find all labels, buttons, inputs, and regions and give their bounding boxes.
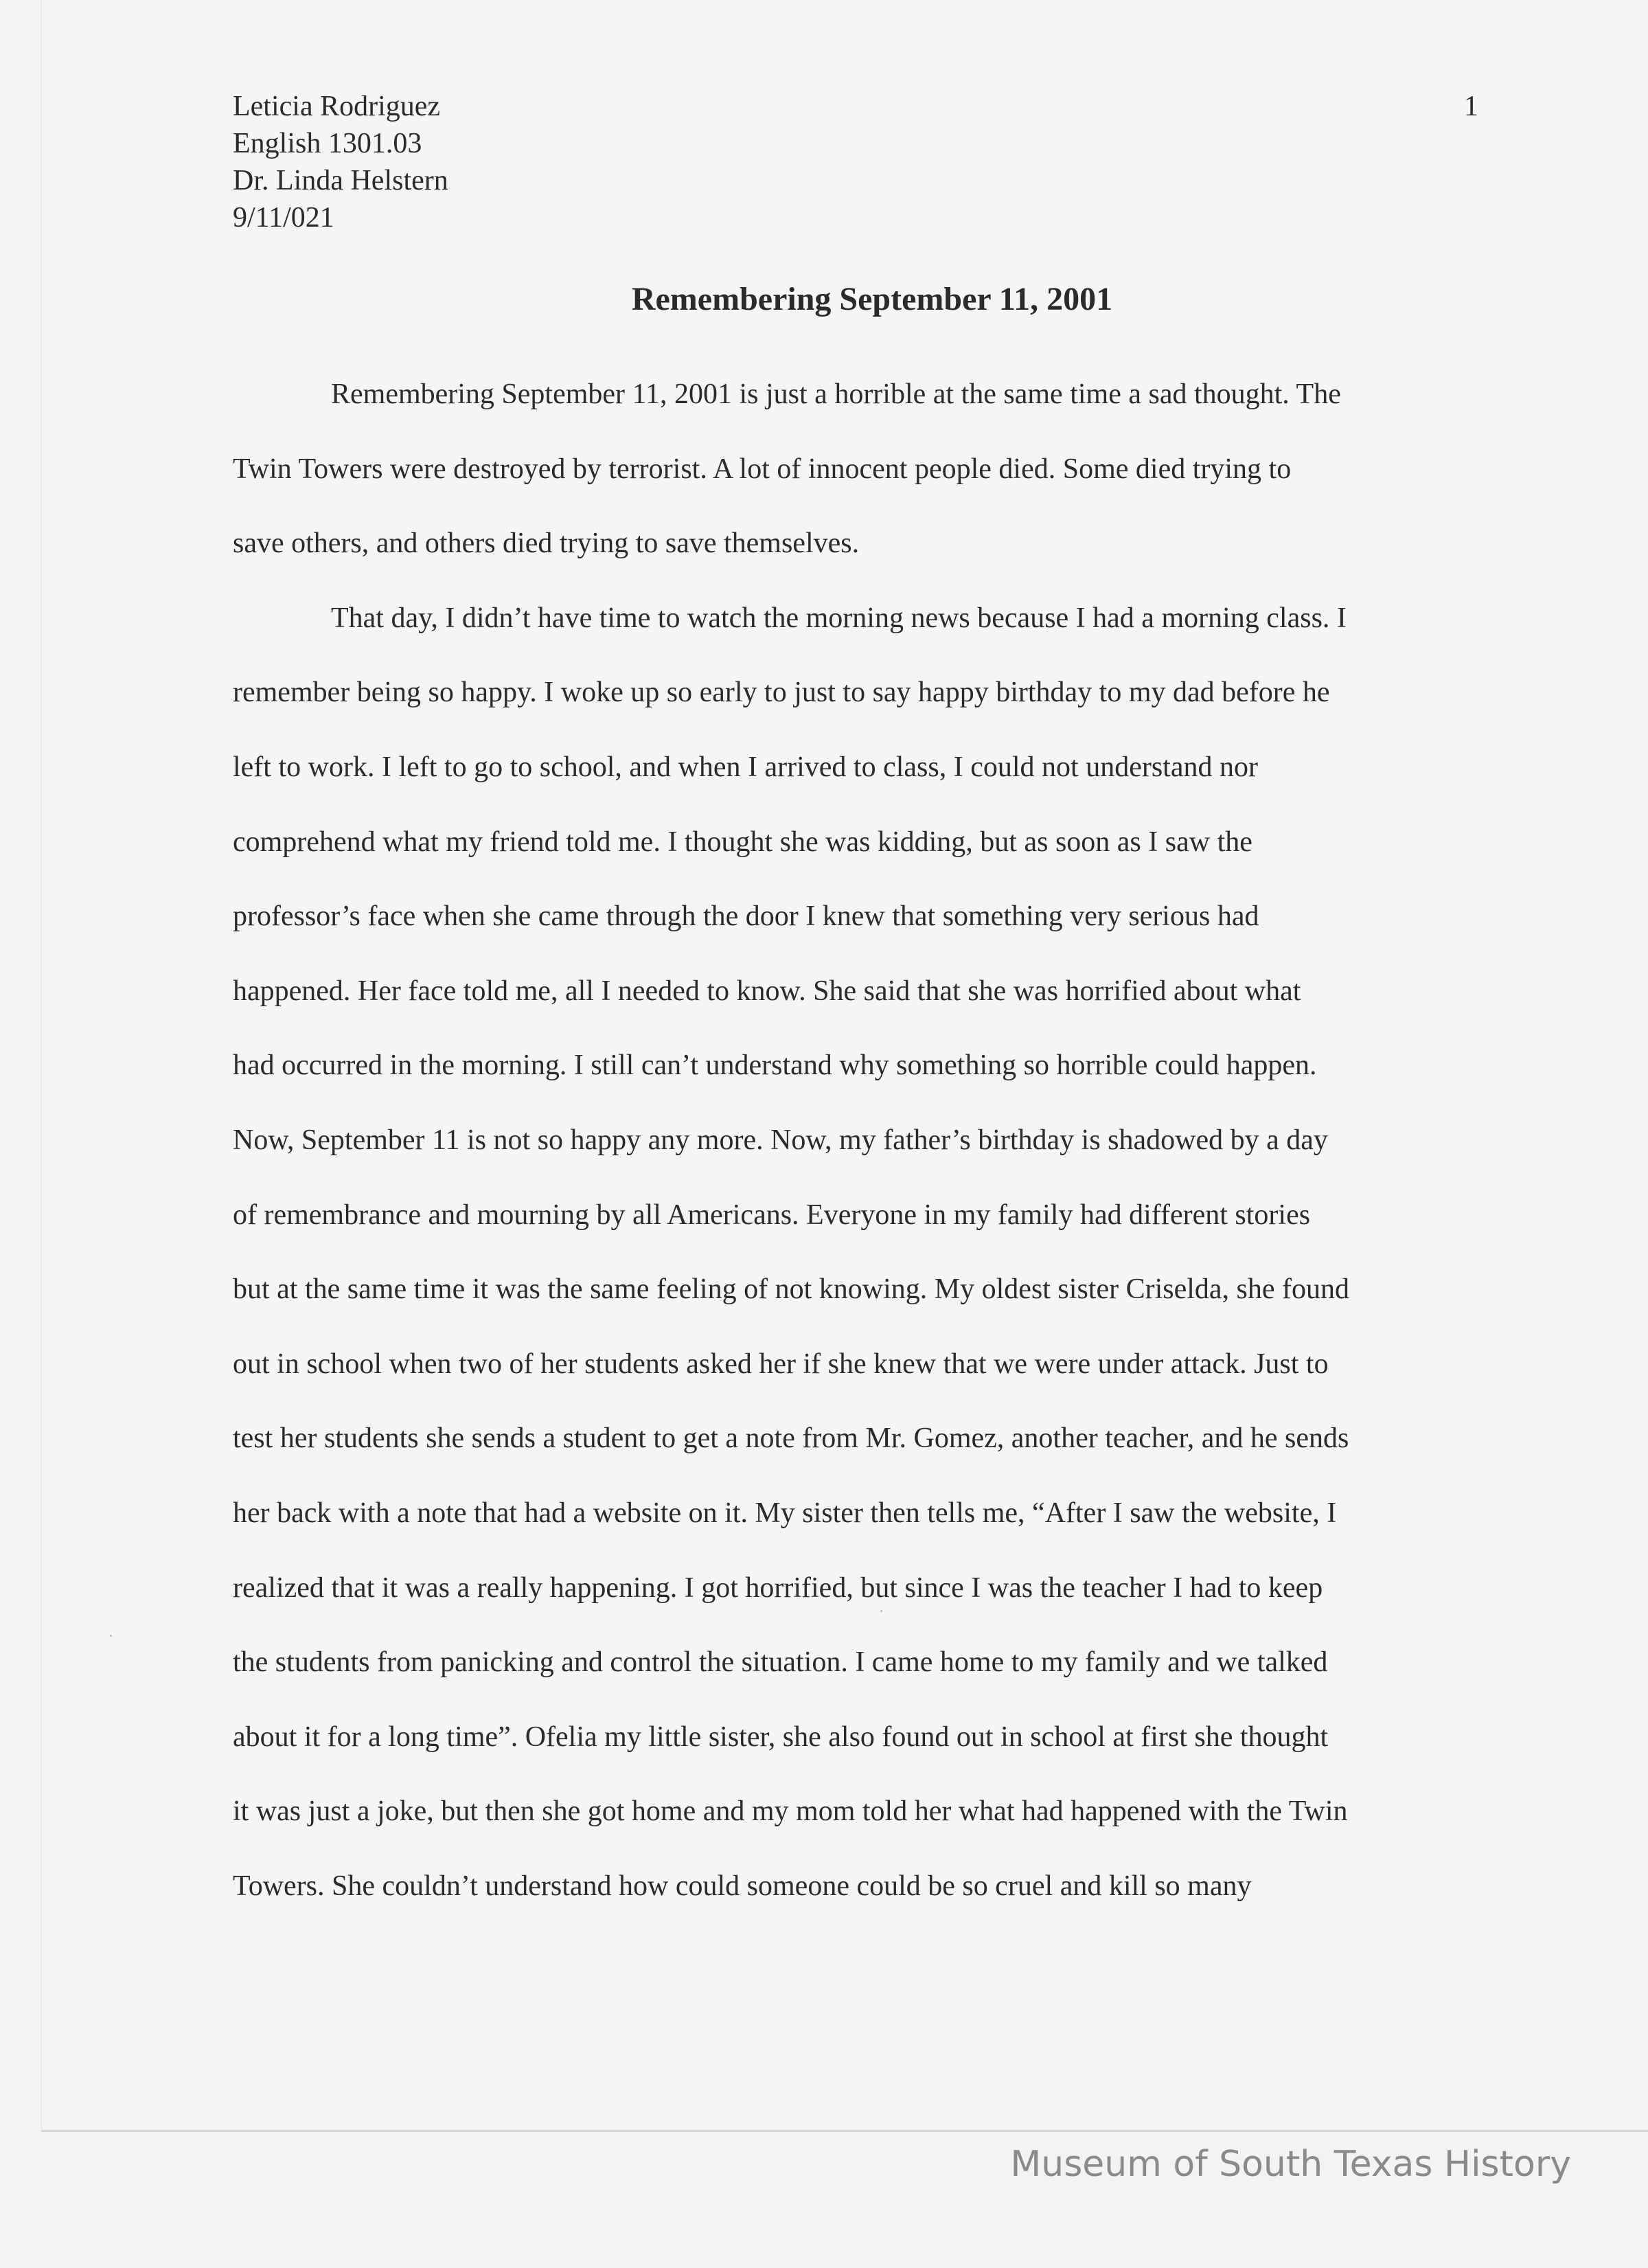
body-line: out in school when two of her students asked her if she knew that we were under attack. Just to	[233, 1348, 1329, 1380]
course-name: English 1301.03	[233, 128, 422, 159]
museum-watermark: Museum of South Texas History	[1010, 2144, 1571, 2185]
body-line: it was just a joke, but then she got home and my mom told her what had happened with the Twin	[233, 1795, 1348, 1828]
page-title: Remembering September 11, 2001	[631, 281, 1113, 317]
body-line: Now, September 11 is not so happy any more. Now, my father’s birthday is shadowed by a day	[233, 1124, 1328, 1156]
body-line: happened. Her face told me, all I needed to know. She said that she was horrified about what	[233, 975, 1301, 1007]
essay-date: 9/11/021	[233, 202, 334, 234]
body-line: professor’s face when she came through the door I knew that something very serious had	[233, 900, 1259, 933]
body-line: test her students she sends a student to get a note from Mr. Gomez, another teacher, and he sends	[233, 1422, 1349, 1455]
body-line: Remembering September 11, 2001 is just a horrible at the same time a sad thought. The	[331, 378, 1341, 410]
body-line: left to work. I left to go to school, and when I arrived to class, I could not understand nor	[233, 751, 1258, 783]
body-line: realized that it was a really happening. I got horrified, but since I was the teacher I had to keep	[233, 1572, 1323, 1604]
page-number: 1	[1464, 91, 1478, 122]
body-line: That day, I didn’t have time to watch the morning news because I had a morning class. I	[331, 602, 1347, 634]
header-block	[233, 88, 448, 236]
paper-speck	[110, 1635, 112, 1637]
body-line: about it for a long time”. Ofelia my little sister, she also found out in school at first she thought	[233, 1721, 1329, 1753]
body-line: save others, and others died trying to save themselves.	[233, 528, 860, 560]
essay-body	[233, 357, 1349, 1923]
body-line: had occurred in the morning. I still can’t understand why something so horrible could happen.	[233, 1050, 1317, 1082]
body-line: Twin Towers were destroyed by terrorist. A lot of innocent people died. Some died trying to	[233, 453, 1292, 485]
body-line: Towers. She couldn’t understand how could someone could be so cruel and kill so many	[233, 1870, 1252, 1902]
body-line: comprehend what my friend told me. I thought she was kidding, but as soon as I saw the	[233, 826, 1252, 858]
body-line: the students from panicking and control the situation. I came home to my family and we talked	[233, 1646, 1328, 1679]
body-line: her back with a note that had a website on it. My sister then tells me, “After I saw the website, I	[233, 1497, 1337, 1529]
paper-speck	[880, 1610, 882, 1612]
body-line: remember being so happy. I woke up so early to just to say happy birthday to my dad before he	[233, 677, 1330, 709]
author-name: Leticia Rodriguez	[233, 91, 441, 122]
body-line: but at the same time it was the same feeling of not knowing. My oldest sister Criselda, she found	[233, 1273, 1350, 1306]
instructor-name: Dr. Linda Helstern	[233, 165, 448, 196]
body-line: of remembrance and mourning by all Americans. Everyone in my family had different stories	[233, 1199, 1311, 1231]
